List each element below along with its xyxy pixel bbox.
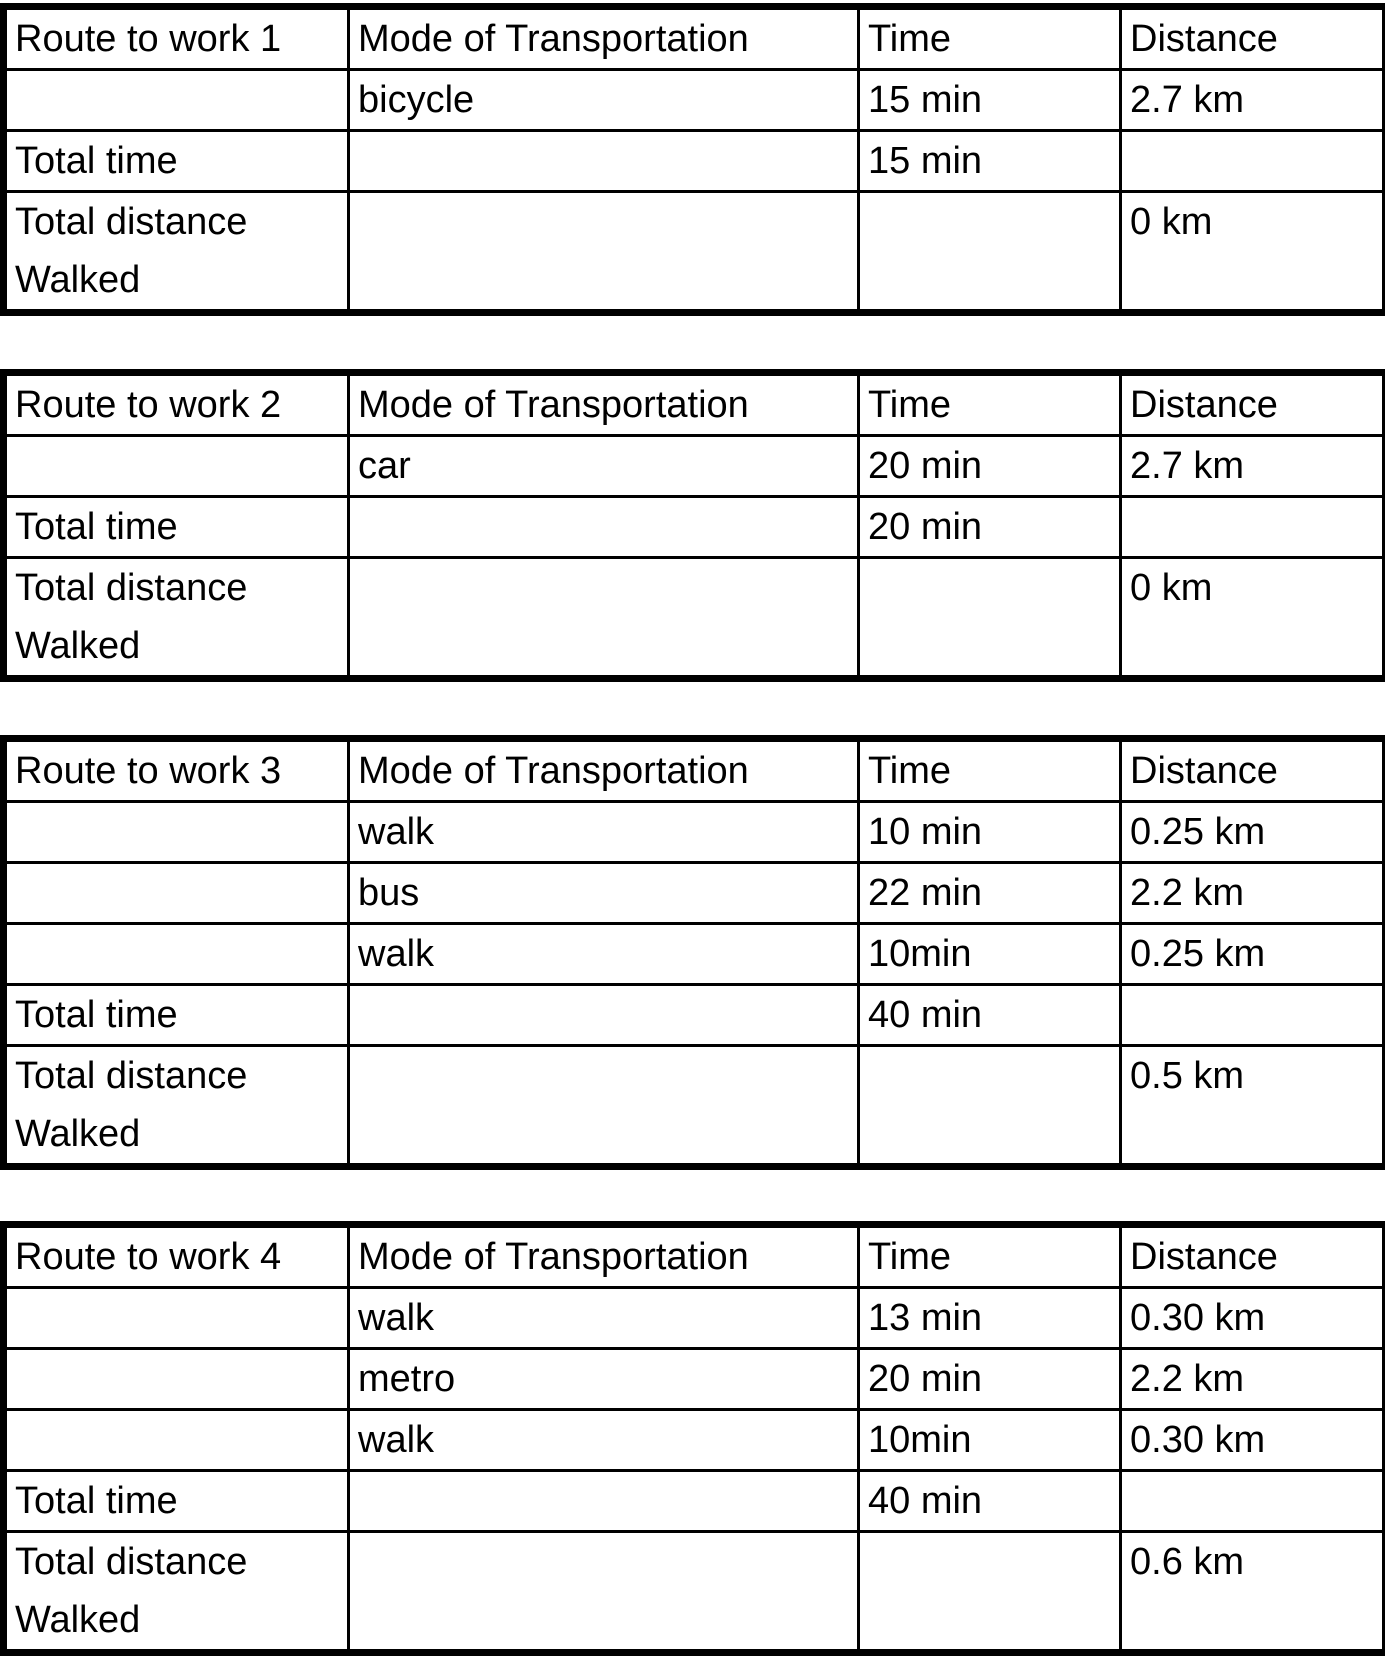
total-distance-row — [4, 558, 1385, 679]
empty-cell — [859, 1046, 1121, 1167]
total-distance-row — [4, 1532, 1385, 1653]
leg-row — [4, 924, 1385, 985]
total-distance-row — [4, 1046, 1385, 1167]
leg-time: 20 min — [859, 436, 1121, 497]
route-table-2 — [0, 369, 1385, 682]
total-time-row — [4, 497, 1385, 558]
leg-distance: 0.25 km — [1121, 924, 1385, 985]
leg-time: 10 min — [859, 802, 1121, 863]
route-title: Route to work 1 — [4, 7, 349, 70]
route-title: Route to work 3 — [4, 739, 349, 802]
leg-spacer-cell — [4, 863, 349, 924]
leg-mode: walk — [349, 1288, 859, 1349]
leg-time: 10min — [859, 924, 1121, 985]
empty-cell — [349, 1471, 859, 1532]
route-table-4 — [0, 1221, 1385, 1656]
empty-cell — [349, 1046, 859, 1167]
leg-mode: walk — [349, 1410, 859, 1471]
column-header-mode: Mode of Transportation — [349, 739, 859, 802]
column-header-mode: Mode of Transportation — [349, 7, 859, 70]
leg-time: 10min — [859, 1410, 1121, 1471]
empty-cell — [349, 131, 859, 192]
leg-row — [4, 863, 1385, 924]
leg-time: 15 min — [859, 70, 1121, 131]
leg-spacer-cell — [4, 802, 349, 863]
route-title: Route to work 4 — [4, 1225, 349, 1288]
total-time-row — [4, 131, 1385, 192]
leg-spacer-cell — [4, 924, 349, 985]
header-row — [4, 373, 1385, 436]
leg-time: 13 min — [859, 1288, 1121, 1349]
leg-distance: 0.30 km — [1121, 1288, 1385, 1349]
leg-time: 22 min — [859, 863, 1121, 924]
total-time-label: Total time — [4, 131, 349, 192]
leg-time: 20 min — [859, 1349, 1121, 1410]
leg-row — [4, 436, 1385, 497]
total-distance-value: 0.6 km — [1121, 1532, 1385, 1653]
leg-distance: 2.2 km — [1121, 1349, 1385, 1410]
leg-distance: 2.2 km — [1121, 863, 1385, 924]
column-header-time: Time — [859, 373, 1121, 436]
header-row — [4, 1225, 1385, 1288]
leg-distance: 2.7 km — [1121, 70, 1385, 131]
column-header-distance: Distance — [1121, 739, 1385, 802]
route-table-3 — [0, 735, 1385, 1170]
total-distance-value: 0.5 km — [1121, 1046, 1385, 1167]
leg-distance: 0.25 km — [1121, 802, 1385, 863]
header-row — [4, 7, 1385, 70]
leg-row — [4, 802, 1385, 863]
empty-cell — [349, 1532, 859, 1653]
leg-spacer-cell — [4, 70, 349, 131]
total-distance-value: 0 km — [1121, 558, 1385, 679]
total-time-label: Total time — [4, 985, 349, 1046]
empty-cell — [1121, 131, 1385, 192]
column-header-time: Time — [859, 1225, 1121, 1288]
leg-spacer-cell — [4, 436, 349, 497]
empty-cell — [349, 497, 859, 558]
leg-mode: car — [349, 436, 859, 497]
route-table-1 — [0, 3, 1385, 316]
column-header-time: Time — [859, 7, 1121, 70]
total-distance-label: Total distance Walked — [4, 1532, 349, 1653]
empty-cell — [1121, 1471, 1385, 1532]
leg-row — [4, 1349, 1385, 1410]
empty-cell — [859, 558, 1121, 679]
leg-distance: 2.7 km — [1121, 436, 1385, 497]
leg-mode: metro — [349, 1349, 859, 1410]
leg-mode: walk — [349, 924, 859, 985]
total-distance-value: 0 km — [1121, 192, 1385, 313]
total-time-value: 40 min — [859, 1471, 1121, 1532]
empty-cell — [859, 192, 1121, 313]
leg-mode: bicycle — [349, 70, 859, 131]
total-time-value: 15 min — [859, 131, 1121, 192]
total-time-row — [4, 1471, 1385, 1532]
total-time-label: Total time — [4, 497, 349, 558]
leg-distance: 0.30 km — [1121, 1410, 1385, 1471]
empty-cell — [349, 558, 859, 679]
column-header-distance: Distance — [1121, 7, 1385, 70]
total-time-row — [4, 985, 1385, 1046]
leg-spacer-cell — [4, 1349, 349, 1410]
total-time-value: 40 min — [859, 985, 1121, 1046]
empty-cell — [349, 985, 859, 1046]
header-row — [4, 739, 1385, 802]
empty-cell — [1121, 497, 1385, 558]
leg-spacer-cell — [4, 1410, 349, 1471]
empty-cell — [859, 1532, 1121, 1653]
leg-row — [4, 70, 1385, 131]
total-distance-label: Total distance Walked — [4, 558, 349, 679]
total-distance-label: Total distance Walked — [4, 192, 349, 313]
column-header-distance: Distance — [1121, 373, 1385, 436]
total-time-label: Total time — [4, 1471, 349, 1532]
empty-cell — [1121, 985, 1385, 1046]
column-header-mode: Mode of Transportation — [349, 1225, 859, 1288]
total-distance-row — [4, 192, 1385, 313]
column-header-mode: Mode of Transportation — [349, 373, 859, 436]
leg-mode: walk — [349, 802, 859, 863]
total-time-value: 20 min — [859, 497, 1121, 558]
leg-row — [4, 1410, 1385, 1471]
route-title: Route to work 2 — [4, 373, 349, 436]
total-distance-label: Total distance Walked — [4, 1046, 349, 1167]
leg-spacer-cell — [4, 1288, 349, 1349]
leg-mode: bus — [349, 863, 859, 924]
leg-row — [4, 1288, 1385, 1349]
column-header-distance: Distance — [1121, 1225, 1385, 1288]
column-header-time: Time — [859, 739, 1121, 802]
empty-cell — [349, 192, 859, 313]
